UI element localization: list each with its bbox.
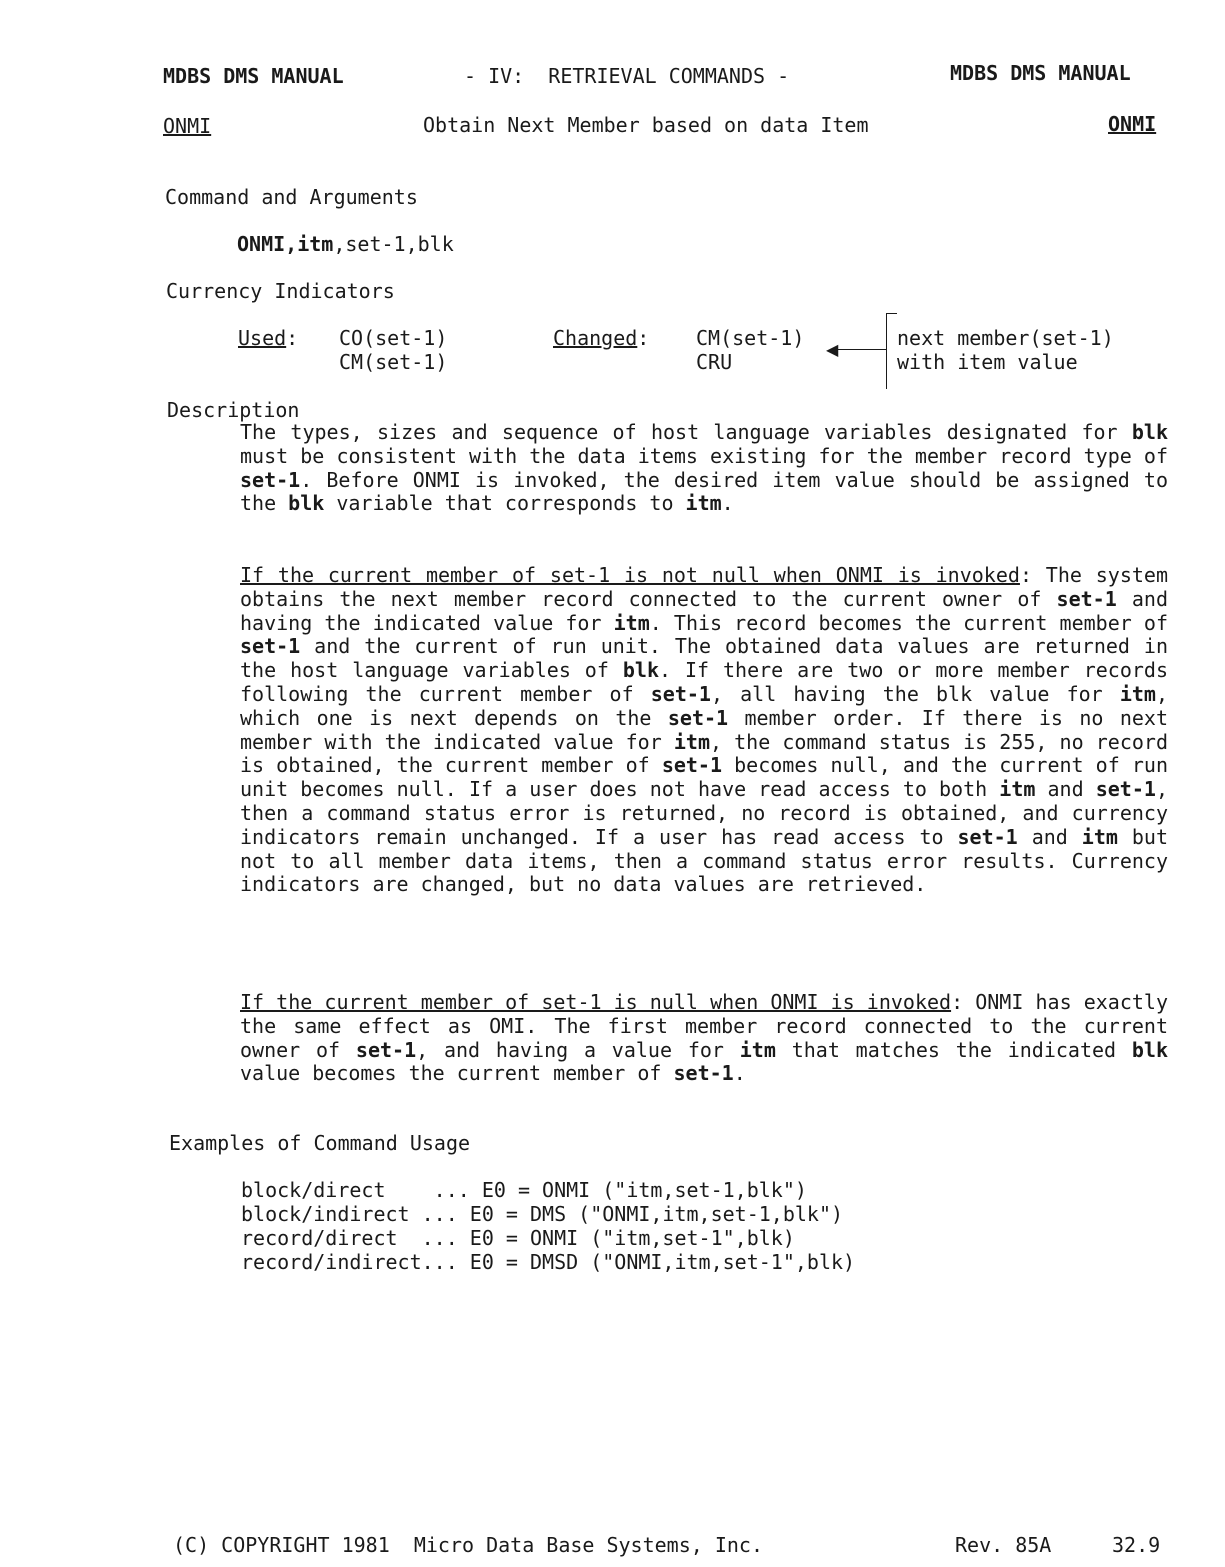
header-left: MDBS DMS MANUAL [163, 64, 344, 88]
changed-line-1: CM(set-1) [696, 326, 805, 350]
paragraph-2-heading: If the current member of set-1 is not null when ONMI is invoked [240, 563, 1020, 587]
bracket [886, 313, 897, 389]
subheader-left: ONMI [163, 114, 212, 138]
example-line: record/direct ... E0 = ONMI ("itm,set-1",blk) [241, 1226, 795, 1250]
used-label-wrap: Used: [238, 326, 299, 350]
example-line: block/indirect ... E0 = DMS ("ONMI,itm,set-1,blk") [241, 1202, 844, 1226]
command-heading: Command and Arguments [165, 185, 418, 209]
command-syntax [237, 232, 454, 256]
changed-label-wrap: Changed: [553, 326, 650, 350]
arrow-left-icon: ◀ [826, 340, 839, 359]
description-paragraph-3: If the current member of set-1 is null when ONMI is invoked: ONMI has exactly the same effect as OMI. The first member record connected to the current owner of set-1, and having a value for itm that matches the indicated blk value becomes the current member of set-1. [240, 990, 1168, 1086]
footer-copyright: (C) COPYRIGHT 1981 Micro Data Base Systems, Inc. [173, 1533, 764, 1557]
note-line-2: with item value [897, 350, 1078, 374]
arrow-line [832, 349, 886, 350]
changed-label: Changed [553, 326, 638, 350]
used-line-1: CO(set-1) [339, 326, 448, 350]
subheader-right: ONMI [1108, 112, 1157, 136]
used-label: Used [238, 326, 287, 350]
description-paragraph-2: If the current member of set-1 is not null when ONMI is invoked: The system obtains the next member record connected to the current owner of set-1 and having the indicated value for itm. This record becomes the current member of set-1 and the current of run unit. The obtained data values are returned in the host language variables of blk. If there are two or more member records following the current member of set-1, all having the blk value for itm, which one is next depends on the set-1 member order. If there is no next member with the indicated value for itm, the command status is 255, no record is obtained, the current member of set-1 becomes null, and the current of run unit becomes null. If a user does not have read access to both itm and set-1, then a command status error is returned, no record is obtained, and currency indicators remain unchanged. If a user has read access to set-1 and itm but not to all member data items, then a command status error results. Currency indicators are changed, but no data values are retrieved. [240, 563, 1169, 897]
command-syntax-bold: ONMI,itm [237, 232, 334, 256]
example-line: block/direct ... E0 = ONMI ("itm,set-1,blk") [241, 1178, 807, 1202]
subheader-center: Obtain Next Member based on data Item [423, 113, 869, 137]
command-syntax-rest: ,set-1,blk [333, 232, 454, 256]
currency-heading: Currency Indicators [166, 279, 395, 303]
changed-line-2: CRU [696, 350, 733, 374]
footer-page-number: 32.9 [1112, 1533, 1161, 1557]
header-center: - IV: RETRIEVAL COMMANDS - [464, 64, 790, 88]
example-line: record/indirect... E0 = DMSD ("ONMI,itm,set-1",blk) [241, 1250, 856, 1274]
description-paragraph-1: The types, sizes and sequence of host language variables designated for blk must be consistent with the data items existing for the member record type of set-1. Before ONMI is invoked, the desired item value should be assigned to the blk variable that corresponds to itm. [240, 420, 1168, 516]
header-right: MDBS DMS MANUAL [950, 61, 1131, 85]
note-line-1: next member(set-1) [897, 326, 1114, 350]
used-line-2: CM(set-1) [339, 350, 448, 374]
footer-rev: Rev. 85A [955, 1533, 1052, 1557]
paragraph-3-heading: If the current member of set-1 is null when ONMI is invoked [240, 990, 952, 1014]
examples-heading: Examples of Command Usage [169, 1131, 471, 1155]
description-heading: Description [167, 398, 300, 422]
